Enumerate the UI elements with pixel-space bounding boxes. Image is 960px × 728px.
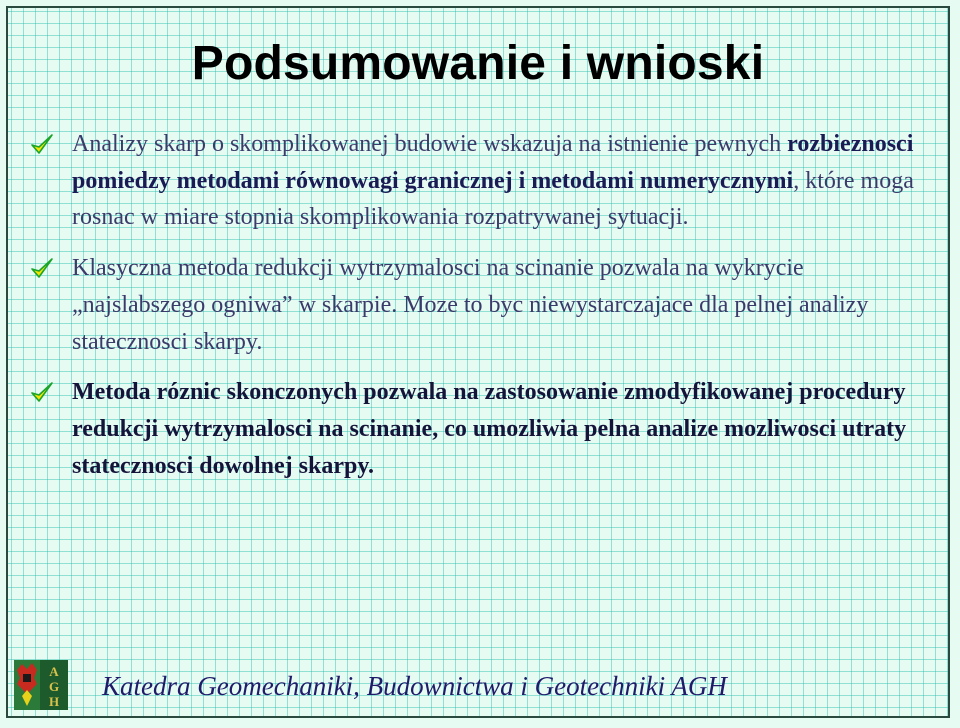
checkmark-icon (30, 133, 54, 157)
svg-text:G: G (48, 679, 60, 694)
bullet-text: Metoda róznic skonczonych pozwala na zastosowanie zmodyfikowanej procedury redukcji wytrzymalosci na scinanie, co umozliwia pelna analize mozliwosci utraty statecznosci dowolnej skarpy. (72, 379, 907, 479)
svg-text:A: A (49, 664, 59, 679)
bullet-item (30, 374, 935, 484)
page-title: Podsumowanie i wnioski (191, 37, 765, 90)
bullet-list (30, 126, 935, 498)
checkmark-icon (30, 257, 54, 281)
checkmark-icon (30, 381, 54, 405)
bullet-text-emphasis: rozbieznosci pomiedzy metodami równowagi granicznej i metodami numerycznymi (72, 131, 914, 194)
slide (6, 6, 950, 718)
bullet-item (30, 126, 935, 236)
bullet-item (30, 250, 935, 360)
agh-logo-icon (14, 660, 68, 710)
bullet-text-segment: , które moga rosnac w miare stopnia skomplikowania rozpatrywanej sytuacji. (72, 167, 914, 231)
bullet-text-segment: Analizy skarp o skomplikowanej budowie wskazuja na istnienie pewnych (72, 131, 788, 157)
svg-text:H: H (48, 694, 60, 709)
bullet-text: Klasyczna metoda redukcji wytrzymalosci na scinanie pozwala na wykrycie „najslabszego ogniwa” w skarpie. Moze to byc niewystarczajace dla pelnej analizy statecznosci skarpy. (72, 255, 869, 355)
bullet-text (72, 131, 914, 230)
footer-text: Katedra Geomechaniki, Budownictwa i Geotechniki AGH (102, 671, 727, 701)
